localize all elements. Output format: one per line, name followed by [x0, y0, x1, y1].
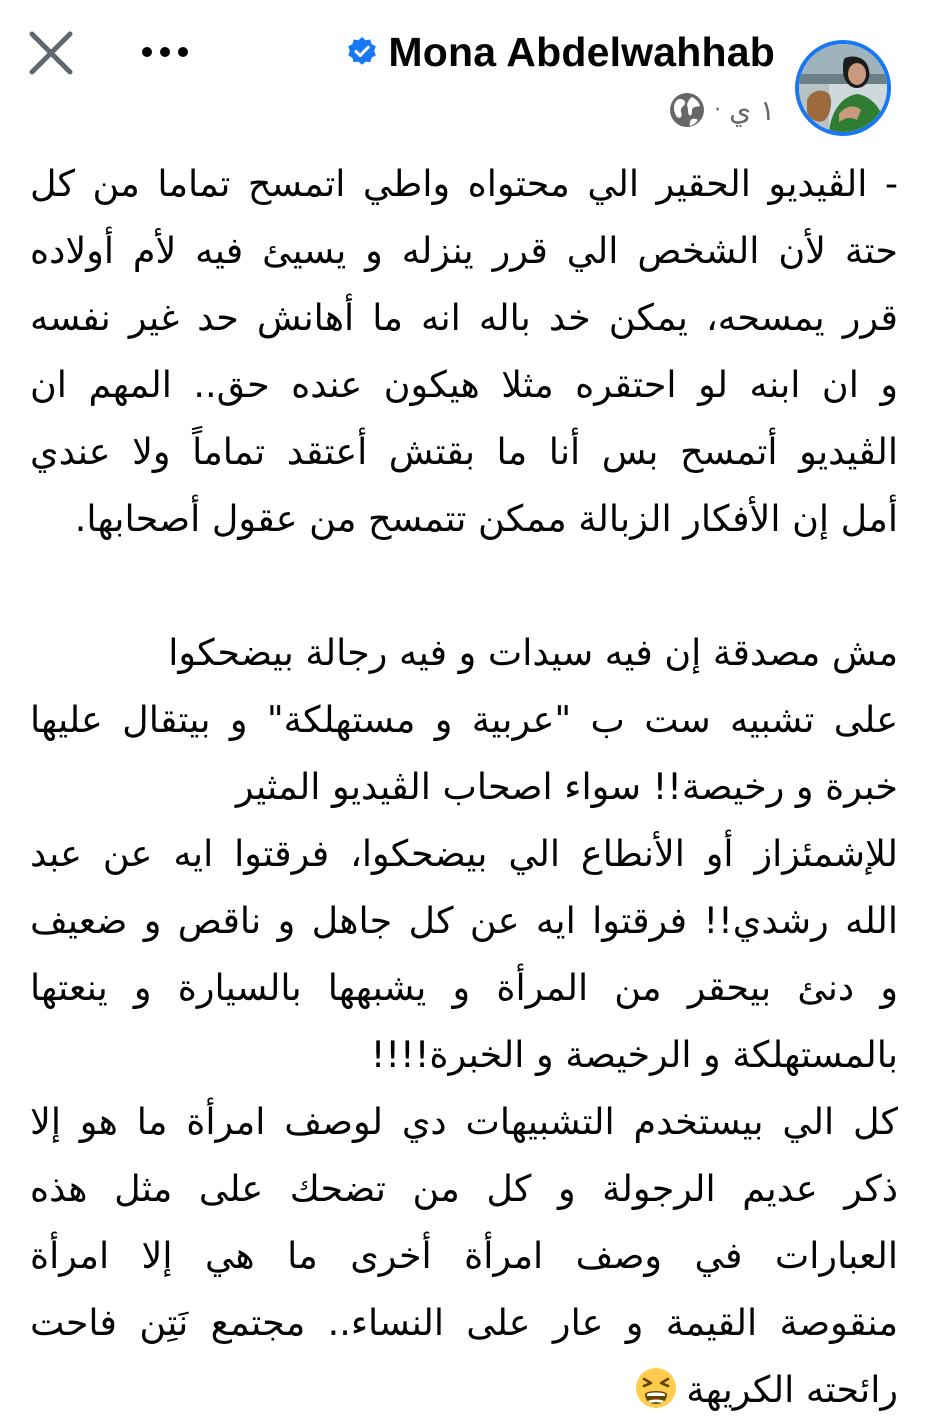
post-line: قرر يمسحه، يمكن خد باله انه ما أهانش حد غير نفسه — [30, 296, 898, 339]
post-line: و دنئ بيحقر من المرأة و يشبهها بالسيارة و ينعتها — [30, 966, 898, 1009]
verified-badge-icon — [346, 36, 378, 68]
close-button[interactable] — [26, 28, 76, 78]
post-line: كل الي بيستخدم التشبيهات دي لوصف امرأة ما هو إلا — [30, 1100, 898, 1143]
post-line: و ان ابنه لو احتقره مثلا هيكون عنده حق.. المهم ان — [30, 363, 898, 406]
post-line-text: رائحته الكريهة — [686, 1368, 898, 1411]
post-line-blank — [30, 552, 898, 619]
author-row — [346, 26, 775, 78]
avatar-image — [799, 44, 887, 132]
globe-icon[interactable] — [668, 91, 706, 129]
post-meta — [668, 88, 775, 132]
post-line: الڤيديو أتمسح بس أنا ما بقتش أعتقد تماماً ولا عندي — [30, 430, 898, 473]
post-line: بالمستهلكة و الرخيصة و الخبرة!!!! — [370, 1033, 898, 1076]
post-line: مش مصدقة إن فيه سيدات و فيه رجالة بيضحكوا — [168, 631, 898, 674]
author-name[interactable]: Mona Abdelwahhab — [388, 28, 775, 75]
post-line: حتة لأن الشخص الي قرر ينزله و يسيئ فيه لأم أولاده — [30, 229, 898, 272]
post-line: - الڤيديو الحقير الي محتواه واطي اتمسح تماما من كل — [30, 162, 898, 205]
post-text — [30, 150, 898, 1423]
more-options-button[interactable] — [138, 36, 192, 68]
post-line: خبرة و رخيصة!! سواء اصحاب الڤيديو المثير — [235, 765, 898, 808]
post-line: منقوصة القيمة و عار على النساء.. مجتمع نَتِن فاحت — [30, 1301, 898, 1344]
post-line-last — [30, 1356, 898, 1423]
close-icon — [26, 28, 76, 78]
more-options-icon — [138, 36, 192, 68]
post-header — [0, 0, 925, 140]
post-line: للإشمئزاز أو الأنطاع الي بيضحكوا، فرقتوا ايه عن عبد — [30, 832, 898, 875]
post-timestamp[interactable]: ١ ي — [729, 93, 775, 127]
post-line: العبارات في وصف امرأة أخرى ما هي إلا امرأة — [30, 1234, 898, 1277]
avatar[interactable] — [795, 40, 891, 136]
tired-face-emoji-icon — [634, 1366, 678, 1410]
meta-separator: · — [714, 97, 722, 123]
post-line: أمل إن الأفكار الزبالة ممكن تتمسح من عقول أصحابها. — [74, 497, 898, 540]
post-line: الله رشدي!! فرقتوا ايه عن كل جاهل و ناقص و ضعيف — [30, 899, 898, 942]
post-line: على تشبيه ست ب "عربية و مستهلكة" و بيتقال عليها — [30, 698, 898, 741]
post-line: ذكر عديم الرجولة و كل من تضحك على مثل هذه — [30, 1167, 898, 1210]
